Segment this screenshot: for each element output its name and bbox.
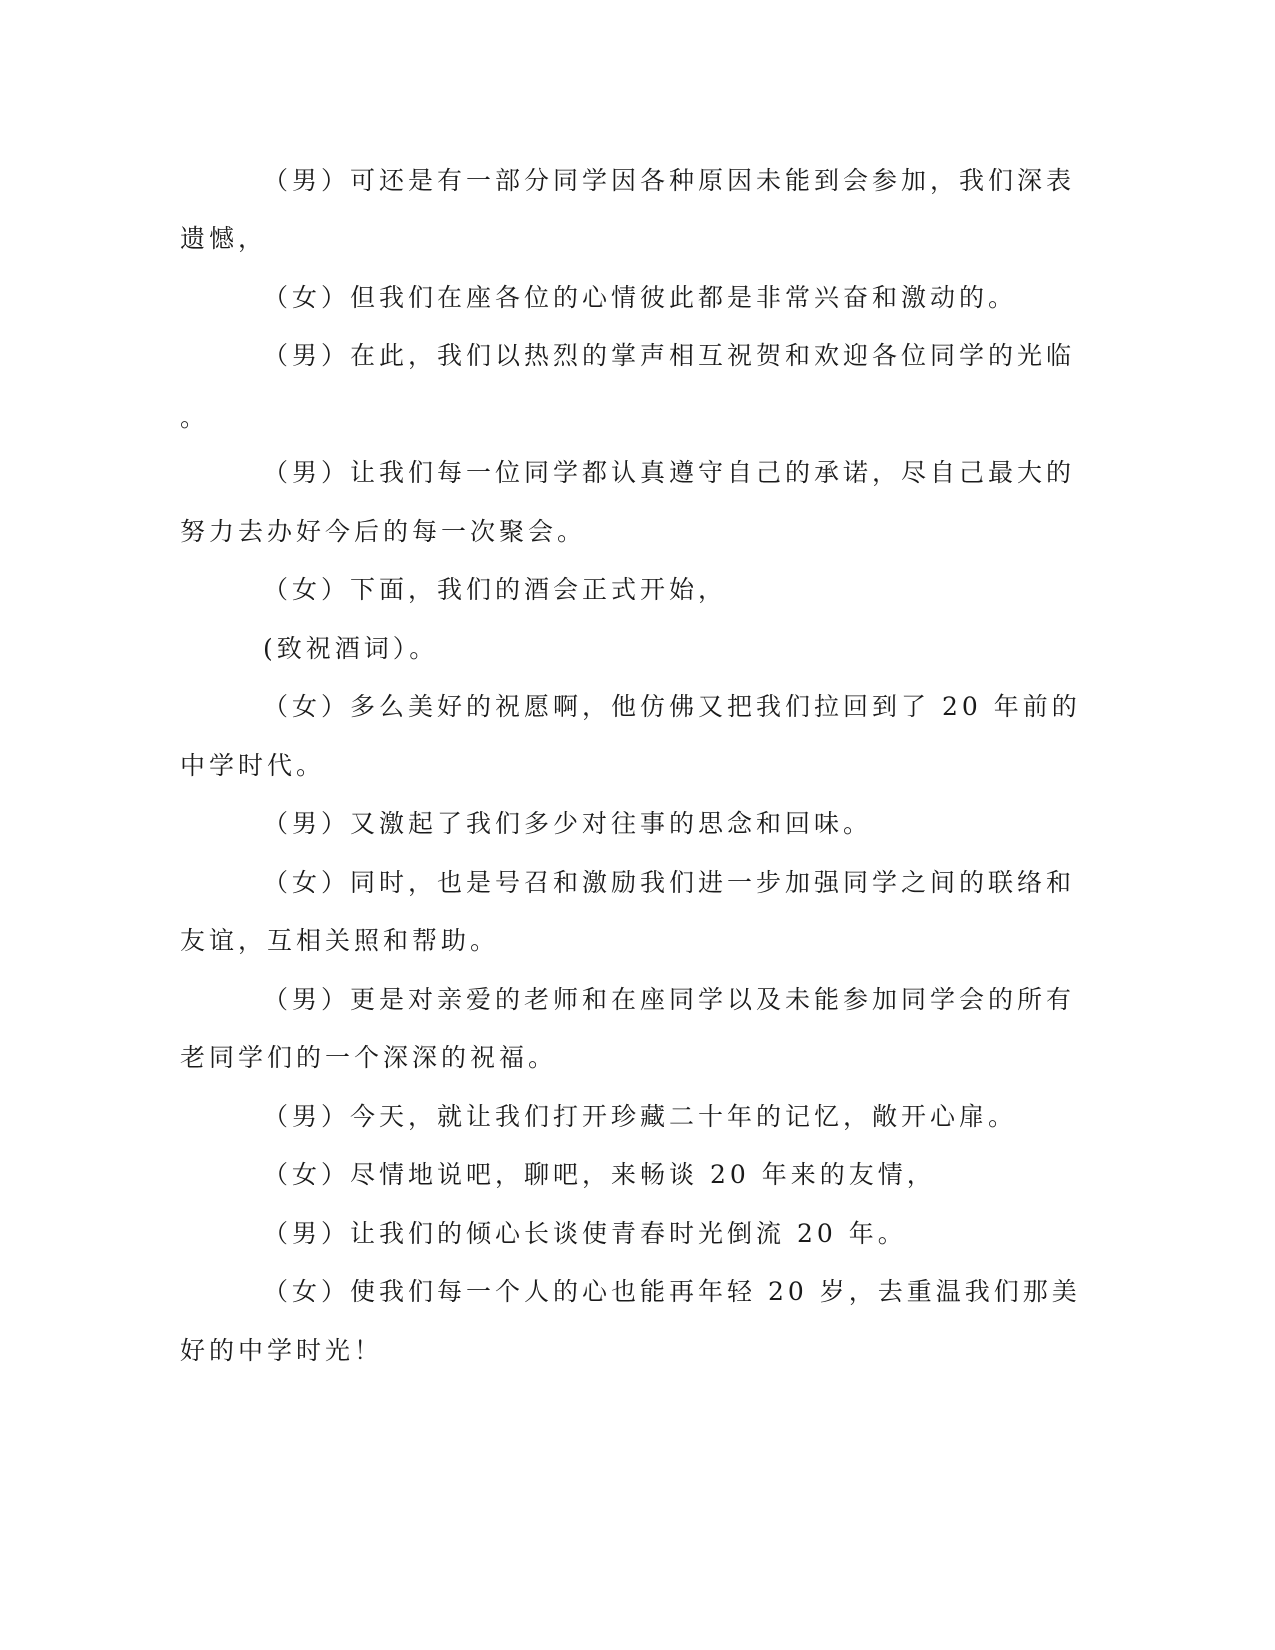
paragraph-line: （男）在此，我们以热烈的掌声相互祝贺和欢迎各位同学的光临 bbox=[263, 341, 1076, 370]
paragraph-line: （女）同时，也是号召和激励我们进一步加强同学之间的联络和 bbox=[263, 868, 1076, 897]
paragraph-line: (致祝酒词）。 bbox=[263, 634, 439, 663]
paragraph-line: 好的中学时光！ bbox=[180, 1336, 384, 1365]
paragraph-line: （男）今天，就让我们打开珍藏二十年的记忆，敞开心扉。 bbox=[263, 1102, 1018, 1131]
paragraph-line: （男）更是对亲爱的老师和在座同学以及未能参加同学会的所有 bbox=[263, 985, 1076, 1014]
paragraph-line: （男）让我们每一位同学都认真遵守自己的承诺，尽自己最大的 bbox=[263, 458, 1076, 487]
paragraph-line: （男）让我们的倾心长谈使青春时光倒流 20 年。 bbox=[263, 1219, 907, 1248]
paragraph-line: 。 bbox=[180, 403, 210, 432]
paragraph-line: 遗憾， bbox=[180, 224, 268, 253]
paragraph-line: 老同学们的一个深深的祝福。 bbox=[180, 1043, 558, 1072]
paragraph-line: （女）多么美好的祝愿啊，他仿佛又把我们拉回到了 20 年前的 bbox=[263, 692, 1081, 721]
paragraph-line: 友谊，互相关照和帮助。 bbox=[180, 926, 500, 955]
paragraph-line: （女）使我们每一个人的心也能再年轻 20 岁，去重温我们那美 bbox=[263, 1277, 1081, 1306]
paragraph-line: （女）下面，我们的酒会正式开始， bbox=[263, 575, 728, 604]
paragraph-line: （男）可还是有一部分同学因各种原因未能到会参加，我们深表 bbox=[263, 166, 1076, 195]
paragraph-line: （男）又激起了我们多少对往事的思念和回味。 bbox=[263, 809, 873, 838]
paragraph-line: 努力去办好今后的每一次聚会。 bbox=[180, 517, 587, 546]
paragraph-line: （女）尽情地说吧，聊吧，来畅谈 20 年来的友情， bbox=[263, 1160, 936, 1189]
paragraph-line: （女）但我们在座各位的心情彼此都是非常兴奋和激动的。 bbox=[263, 283, 1018, 312]
paragraph-line: 中学时代。 bbox=[180, 751, 326, 780]
